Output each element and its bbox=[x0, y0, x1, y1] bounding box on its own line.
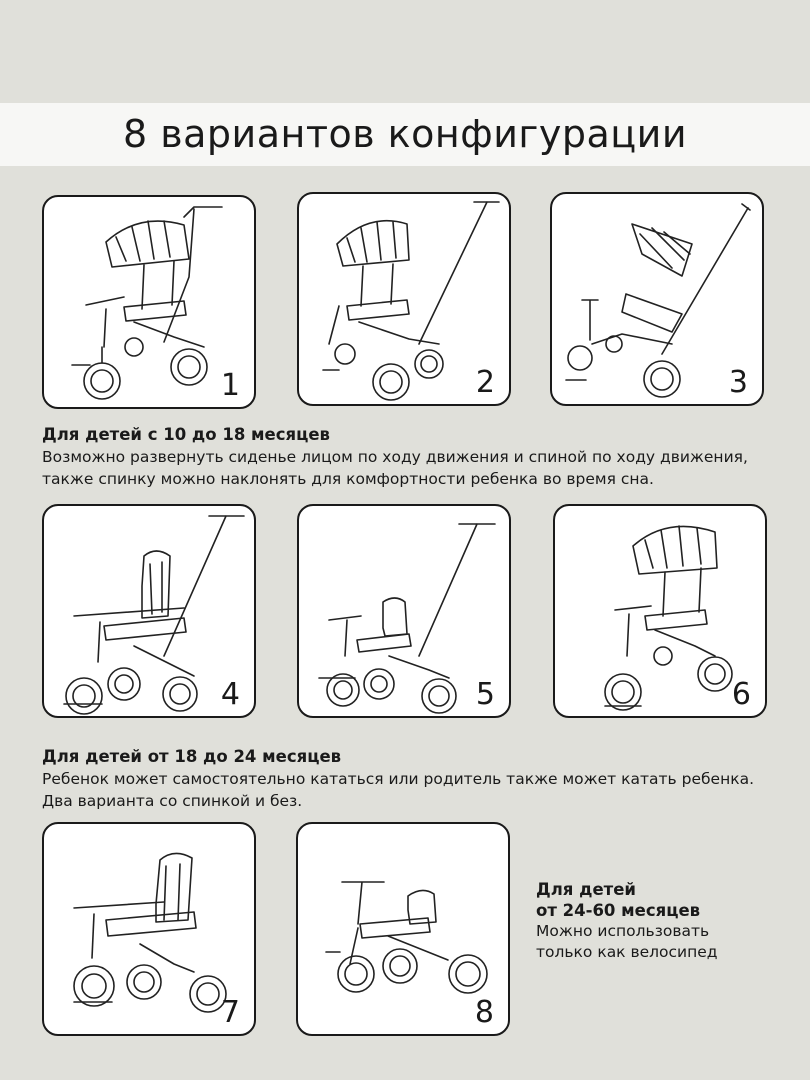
caption-line: Можно использовать bbox=[536, 922, 710, 940]
caption-heading: Для детей от 18 до 24 месяцев bbox=[42, 747, 342, 766]
title-band bbox=[0, 103, 810, 166]
card-number: 3 bbox=[728, 365, 748, 400]
config-card-5 bbox=[297, 504, 511, 718]
config-card-6 bbox=[553, 504, 767, 718]
caption-group-2 bbox=[42, 746, 754, 812]
card-number: 8 bbox=[474, 995, 494, 1030]
caption-line: Два варианта со спинкой и без. bbox=[42, 792, 303, 810]
card-number: 1 bbox=[220, 368, 240, 403]
config-card-3 bbox=[550, 192, 764, 406]
card-number: 4 bbox=[220, 677, 240, 712]
caption-heading: от 24-60 месяцев bbox=[536, 901, 701, 920]
caption-line: только как велосипед bbox=[536, 943, 718, 961]
card-number: 6 bbox=[731, 677, 751, 712]
caption-group-3 bbox=[536, 879, 718, 963]
config-card-8 bbox=[296, 822, 510, 1036]
caption-heading: Для детей bbox=[536, 880, 636, 899]
config-card-4 bbox=[42, 504, 256, 718]
caption-line: Ребенок может самостоятельно кататься или родитель также может катать ребенка. bbox=[42, 770, 754, 788]
config-card-7 bbox=[42, 822, 256, 1036]
page-title: 8 вариантов конфигурации bbox=[122, 112, 688, 156]
card-number: 7 bbox=[220, 995, 240, 1030]
caption-group-1 bbox=[42, 424, 748, 490]
caption-heading: Для детей с 10 до 18 месяцев bbox=[42, 425, 330, 444]
config-card-1 bbox=[42, 195, 256, 409]
card-number: 5 bbox=[475, 677, 495, 712]
card-number: 2 bbox=[475, 365, 495, 400]
config-card-2 bbox=[297, 192, 511, 406]
caption-line: Возможно развернуть сиденье лицом по ходу движения и спиной по ходу движения, bbox=[42, 448, 748, 466]
caption-line: также спинку можно наклонять для комфортности ребенка во время сна. bbox=[42, 470, 654, 488]
